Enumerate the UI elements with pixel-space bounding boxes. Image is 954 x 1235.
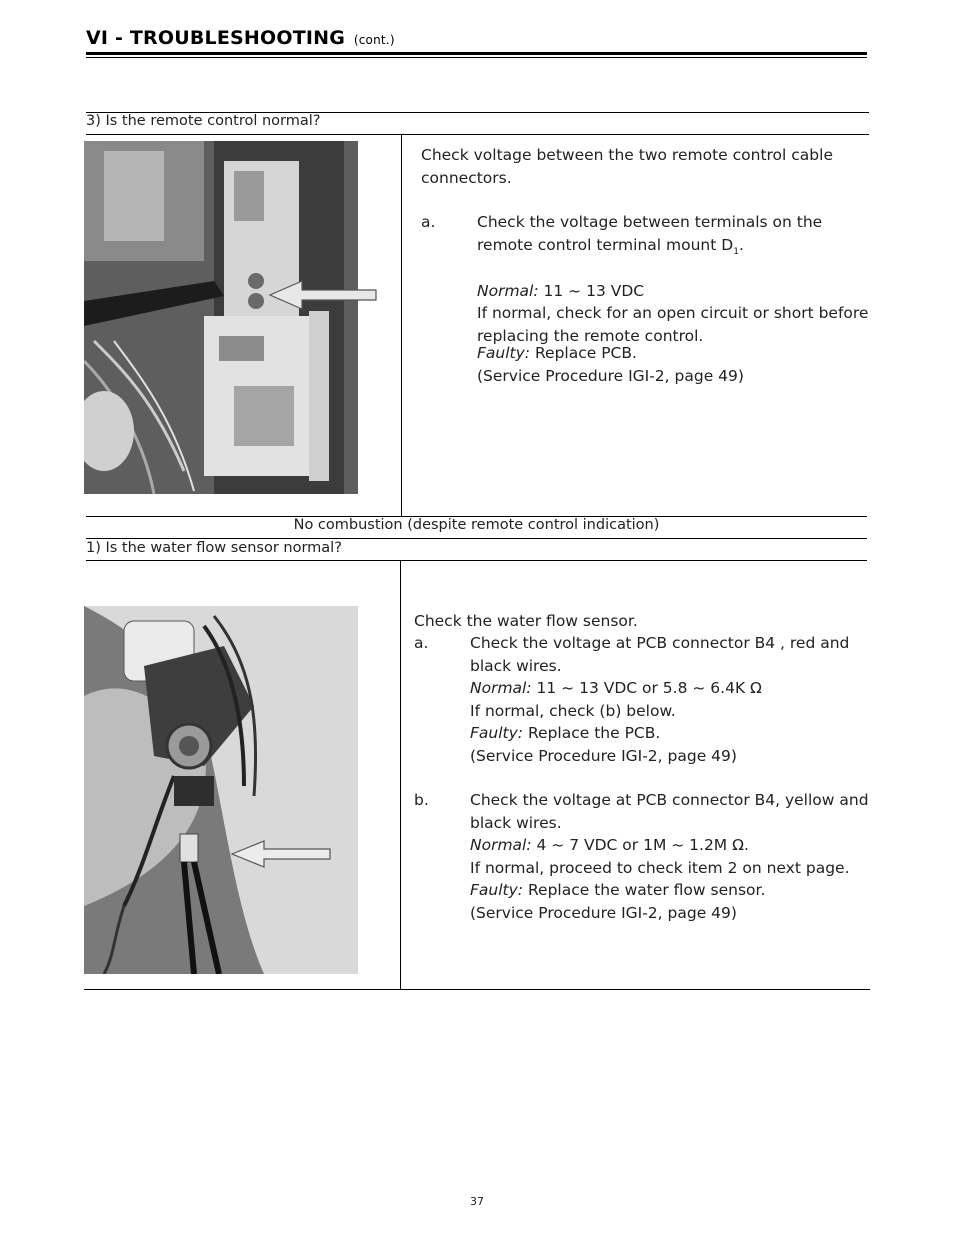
remote-normal: [477, 280, 869, 303]
remote-if-normal: If normal, check for an open circuit or short before replacing the remote control.: [477, 304, 869, 345]
title-cont: (cont.): [353, 33, 395, 47]
item-mark: b.: [414, 791, 429, 809]
faulty-value: Replace the PCB.: [527, 724, 661, 742]
flow-sensor-photo: [84, 606, 358, 974]
faulty-value: Replace the water flow sensor.: [527, 881, 766, 899]
remote-terminal-photo: [84, 141, 358, 494]
faulty-label: Faulty:: [477, 344, 531, 362]
remote-faulty: [477, 342, 869, 365]
item-b-service-ref: (Service Procedure IGI-2, page 49): [470, 903, 737, 922]
page-title: [86, 27, 395, 49]
table-rule: [86, 538, 867, 539]
remote-question: 3) Is the remote control normal?: [86, 113, 321, 129]
header-rule: [86, 52, 867, 55]
table-rule: [84, 989, 870, 990]
table-rule: [86, 134, 869, 135]
item-a-suffix: .: [738, 235, 744, 254]
no-combustion-heading: No combustion (despite remote control indication): [293, 517, 660, 533]
pointer-arrow-icon: [230, 838, 332, 870]
normal-value: 11 ~ 13 VDC or 5.8 ~ 6.4K Ω: [536, 679, 762, 697]
normal-label: Normal:: [477, 282, 539, 300]
item-a-text: Check the voltage at PCB connector B4 , red and black wires.: [470, 634, 850, 675]
page-number: 37: [470, 1195, 484, 1208]
item-b-if-normal: If normal, proceed to check item 2 on next page.: [470, 858, 850, 877]
faulty-label: Faulty:: [470, 881, 524, 899]
flow-item-b: [414, 789, 869, 924]
flow-question: 1) Is the water flow sensor normal?: [86, 540, 342, 556]
item-mark: a.: [421, 213, 436, 231]
item-b-text: Check the voltage at PCB connector B4, yellow and black wires.: [470, 791, 869, 832]
title-text: VI - TROUBLESHOOTING: [86, 27, 346, 49]
column-divider: [400, 561, 401, 989]
column-divider: [401, 135, 402, 516]
normal-value: 11 ~ 13 VDC: [543, 282, 645, 300]
normal-label: Normal:: [470, 679, 532, 697]
flow-item-a: [414, 632, 869, 767]
item-a-normal: [470, 677, 869, 700]
item-a-service-ref: (Service Procedure IGI-2, page 49): [470, 746, 737, 765]
item-b-faulty: [470, 879, 869, 902]
faulty-label: Faulty:: [470, 724, 524, 742]
table-rule: [86, 560, 867, 561]
remote-intro: Check voltage between the two remote control cable connectors.: [421, 146, 833, 187]
item-a-if-normal: If normal, check (b) below.: [470, 701, 676, 720]
pointer-arrow-icon: [268, 278, 378, 312]
item-a-subscript: 1: [733, 246, 739, 257]
remote-service-ref: (Service Procedure IGI-2, page 49): [477, 367, 744, 385]
remote-item-a: [421, 211, 866, 263]
normal-label: Normal:: [470, 836, 532, 854]
faulty-value: Replace PCB.: [534, 344, 637, 362]
item-a-faulty: [470, 722, 869, 745]
item-mark: a.: [414, 634, 429, 652]
header-rule-thin: [86, 57, 867, 58]
item-a-text: Check the voltage between terminals on the remote control terminal mount D: [477, 213, 823, 254]
normal-value: 4 ~ 7 VDC or 1M ~ 1.2M Ω.: [536, 836, 749, 854]
item-b-normal: [470, 834, 869, 857]
flow-intro: Check the water flow sensor.: [414, 612, 638, 630]
